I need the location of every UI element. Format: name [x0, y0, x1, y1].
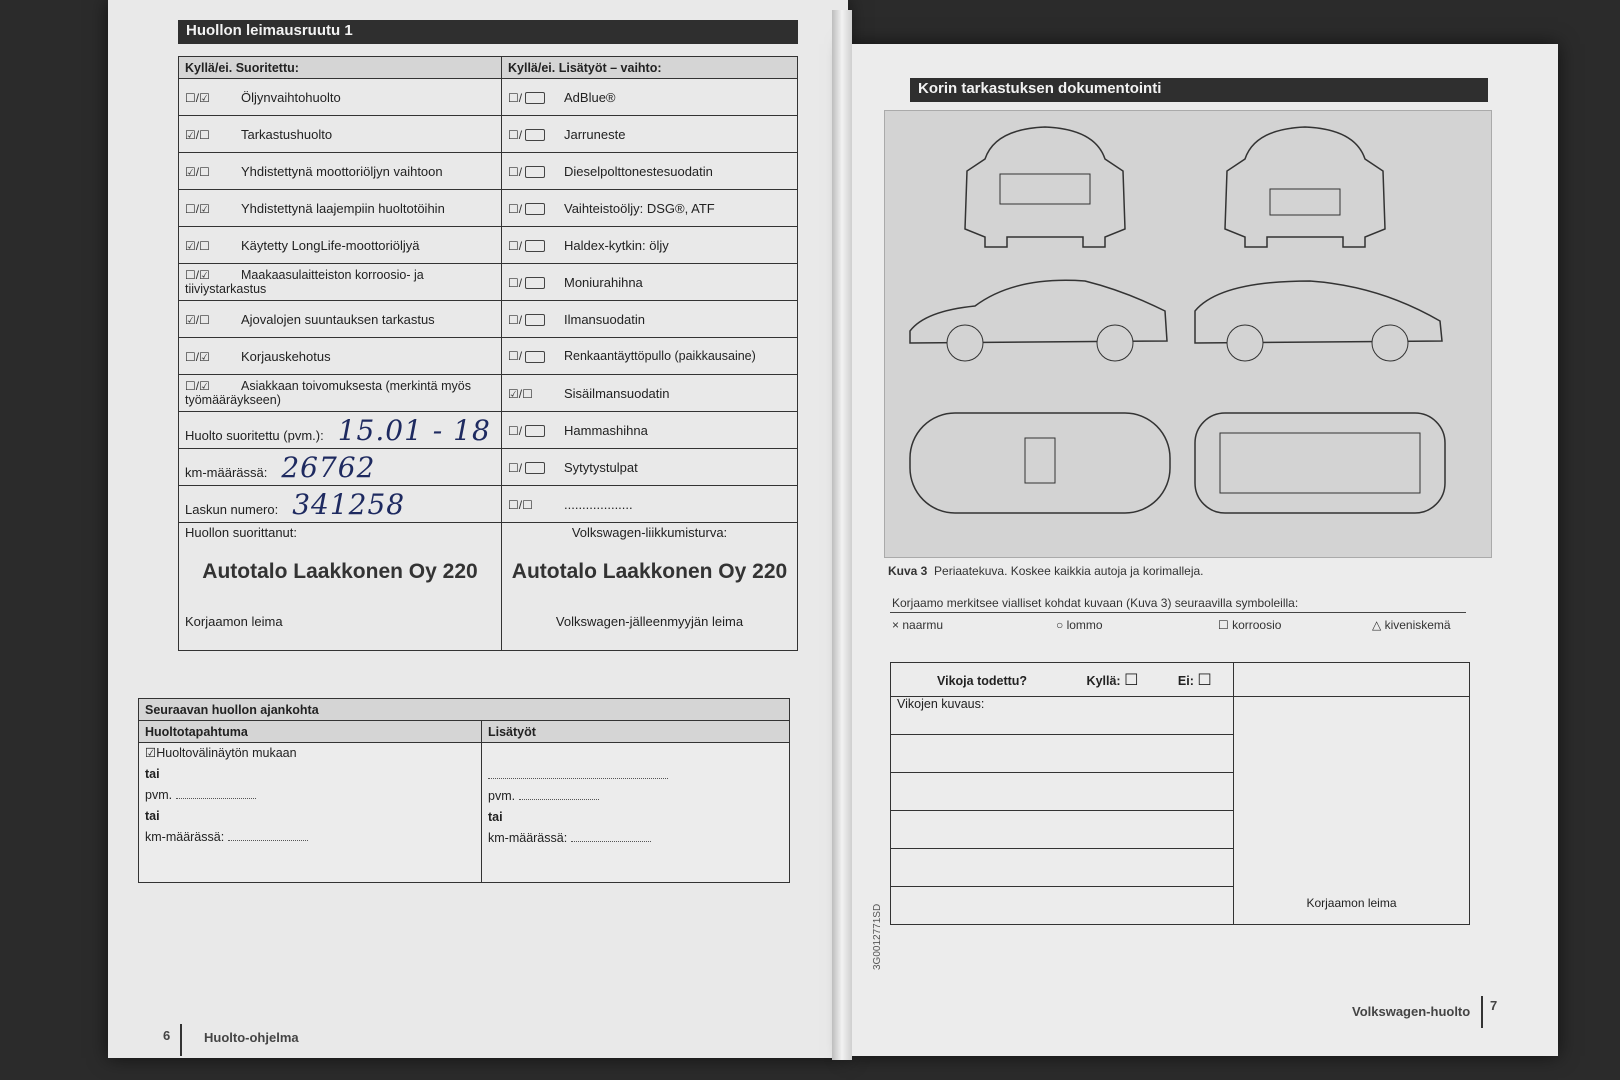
figure-caption: Kuva 3 Periaatekuva. Koskee kaikkia autoja ja korimalleja. — [888, 564, 1204, 578]
table-row — [179, 264, 798, 301]
left-footer-title: Huolto-ohjelma — [204, 1030, 299, 1045]
row-label: Ilmansuodatin — [564, 311, 645, 327]
table-row — [179, 301, 798, 338]
defects-description-label: Vikojen kuvaus: — [897, 697, 985, 711]
or-text: tai — [488, 810, 503, 824]
row-label: AdBlue® — [564, 89, 616, 105]
row-label: Asiakkaan toivomuksesta (merkintä myös työmääräykseen) — [185, 379, 471, 407]
stamp-caption-workshop: Korjaamon leima — [185, 614, 283, 629]
description-line[interactable] — [891, 811, 1234, 849]
left-page-number: 6 — [163, 1028, 171, 1043]
book-spine — [832, 10, 852, 1060]
checkbox-pair[interactable]: ☐/ — [508, 202, 550, 216]
car-front-view — [1215, 119, 1395, 249]
part-icon — [525, 351, 545, 363]
description-line[interactable] — [891, 849, 1234, 887]
car-side-view-hatch — [1190, 271, 1450, 371]
part-icon — [525, 203, 545, 215]
km-handwritten[interactable]: 26762 — [281, 450, 376, 484]
checkbox-pair[interactable]: ☐/ — [508, 461, 550, 475]
next-service-table — [138, 698, 790, 883]
checkbox-pair[interactable]: ☐/☐ — [508, 497, 533, 512]
col-header-performed: Kyllä/ei. Suoritettu: — [179, 57, 502, 79]
workshop-stamp: Autotalo Laakkonen Oy 220 — [202, 560, 478, 583]
description-line[interactable] — [891, 887, 1234, 925]
car-top-view — [905, 403, 1175, 523]
table-row — [179, 449, 798, 486]
table-row — [179, 338, 798, 375]
row-label: Dieselpolttonestesuodatin — [564, 163, 713, 179]
row-label: Yhdistettynä moottoriöljyn vaihtoon — [241, 163, 443, 179]
car-side-view-sedan — [905, 271, 1175, 371]
row-label: Sytytystulpat — [564, 459, 638, 475]
row-label: Tarkastushuolto — [241, 126, 333, 142]
table-row — [179, 412, 798, 449]
row-label: ................... — [564, 496, 633, 512]
row-label: Vaihteistoöljy: DSG®, ATF — [564, 200, 715, 216]
checkbox-pair[interactable]: ☐/ — [508, 91, 550, 105]
checkbox-pair[interactable]: ☑/☐ — [185, 127, 210, 142]
next-service-title: Seuraavan huollon ajankohta — [139, 699, 790, 721]
part-icon — [525, 277, 545, 289]
checkbox-pair[interactable]: ☐/☑ — [185, 268, 210, 282]
part-icon — [525, 462, 545, 474]
or-text: tai — [145, 767, 160, 781]
checkbox-pair[interactable]: ☐/ — [508, 276, 550, 290]
part-icon — [525, 240, 545, 252]
row-label: Korjauskehotus — [241, 348, 331, 364]
checkbox-pair[interactable]: ☐/☑ — [185, 379, 210, 393]
performer-label: Huollon suorittanut: — [185, 525, 298, 540]
car-rear-view — [955, 119, 1135, 249]
km-label: km-määrässä: — [185, 464, 268, 480]
yes-label: Kyllä: — [1086, 673, 1121, 688]
checkbox-pair[interactable]: ☐/☑ — [185, 201, 210, 216]
or-text: tai — [145, 809, 160, 823]
workshop-stamp-caption: Korjaamon leima — [1306, 896, 1397, 910]
guarantee-label: Volkswagen-liikkumisturva: — [571, 525, 728, 540]
extras-line[interactable] — [488, 765, 783, 786]
row-label: Moniurahihna — [564, 274, 643, 290]
table-row — [179, 227, 798, 264]
row-label: Hammashihna — [564, 422, 648, 438]
row-label: Renkaantäyttöpullo (paikkausaine) — [564, 349, 756, 363]
row-label: Maakaasulaitteiston korroosio- ja tiiviystarkastus — [185, 268, 424, 296]
row-label: Haldex-kytkin: öljy — [564, 237, 669, 253]
footer-separator — [180, 1024, 182, 1056]
right-page-number: 7 — [1490, 998, 1498, 1013]
checkbox-pair[interactable]: ☐/ — [508, 128, 550, 142]
row-label: Öljynvaihtohuolto — [241, 89, 341, 105]
car-body-diagram[interactable] — [884, 110, 1492, 558]
dealer-stamp: Autotalo Laakkonen Oy 220 — [511, 560, 788, 583]
date-handwritten[interactable]: 15.01 - 18 — [337, 413, 491, 447]
defects-question: Vikoja todettu? — [937, 673, 1028, 688]
right-page-title: Korin tarkastuksen dokumentointi — [910, 78, 1488, 102]
right-footer-title: Volkswagen-huolto — [1352, 1004, 1471, 1019]
symbol-dent: ○ lommo — [1056, 618, 1103, 632]
table-row — [179, 486, 798, 523]
car-underbody-view — [1190, 403, 1450, 523]
divider — [890, 612, 1466, 613]
part-icon — [525, 92, 545, 104]
invoice-handwritten[interactable]: 341258 — [292, 487, 406, 521]
checkbox-pair[interactable]: ☑/☐ — [508, 386, 533, 401]
yes-checkbox[interactable]: ☐ — [1124, 671, 1139, 689]
symbol-scratch: × naarmu — [892, 618, 944, 632]
extras-date[interactable]: pvm. — [488, 786, 783, 807]
date-label: Huolto suoritettu (pvm.): — [185, 427, 324, 443]
symbol-corrosion: ☐ korroosio — [1218, 618, 1282, 632]
table-row — [179, 79, 798, 116]
checkbox-pair[interactable]: ☐/ — [508, 165, 550, 179]
checkbox-pair[interactable]: ☑/☐ — [185, 238, 210, 253]
row-label: Sisäilmansuodatin — [564, 385, 670, 401]
checkbox-pair[interactable]: ☐/ — [508, 349, 550, 363]
defects-table — [890, 662, 1470, 925]
extras-km[interactable]: km-määrässä: — [488, 828, 783, 849]
table-row — [179, 190, 798, 227]
next-date[interactable]: pvm. — [145, 785, 475, 806]
row-label: Yhdistettynä laajempiin huoltotöihin — [241, 200, 445, 216]
invoice-label: Laskun numero: — [185, 501, 279, 517]
next-by-display[interactable]: ☑Huoltovälinäytön mukaan — [145, 746, 297, 760]
description-line[interactable] — [891, 735, 1234, 773]
checkbox-pair[interactable]: ☐/ — [508, 239, 550, 253]
service-stamp-table — [178, 56, 798, 651]
row-label: Jarruneste — [564, 126, 626, 142]
table-row — [179, 375, 798, 412]
checkbox-pair[interactable]: ☑/☐ — [185, 164, 210, 179]
checkbox-pair[interactable]: ☐/☑ — [185, 349, 210, 364]
left-page-title: Huollon leimausruutu 1 — [178, 20, 798, 44]
col-header-service-event: Huoltotapahtuma — [139, 721, 482, 743]
checkbox-pair[interactable]: ☐/ — [508, 313, 550, 327]
part-icon — [525, 129, 545, 141]
symbol-stone-chip: △ kiveniskemä — [1372, 618, 1451, 632]
part-icon — [525, 425, 545, 437]
next-km[interactable]: km-määrässä: — [145, 827, 475, 848]
part-icon — [525, 166, 545, 178]
checkbox-pair[interactable]: ☐/ — [508, 424, 550, 438]
checkbox-pair[interactable]: ☐/☑ — [185, 90, 210, 105]
part-icon — [525, 314, 545, 326]
row-label: Käytetty LongLife-moottoriöljyä — [241, 237, 420, 253]
col-header-extras: Lisätyöt — [482, 721, 790, 743]
no-checkbox[interactable]: ☐ — [1197, 671, 1212, 689]
row-label: Ajovalojen suuntauksen tarkastus — [241, 311, 435, 327]
stamp-caption-dealer: Volkswagen-jälleenmyyjän leima — [555, 614, 744, 629]
description-line[interactable] — [891, 773, 1234, 811]
col-header-extra-work: Kyllä/ei. Lisätyöt – vaihto: — [502, 57, 798, 79]
table-row — [179, 153, 798, 190]
stamp-row — [179, 523, 798, 651]
footer-separator — [1481, 996, 1483, 1028]
no-label: Ei: — [1177, 673, 1194, 688]
document-code: 3G0012771SD — [872, 903, 883, 970]
instruction-text: Korjaamo merkitsee vialliset kohdat kuvaan (Kuva 3) seuraavilla symboleilla: — [892, 596, 1299, 610]
checkbox-pair[interactable]: ☑/☐ — [185, 312, 210, 327]
table-row — [179, 116, 798, 153]
